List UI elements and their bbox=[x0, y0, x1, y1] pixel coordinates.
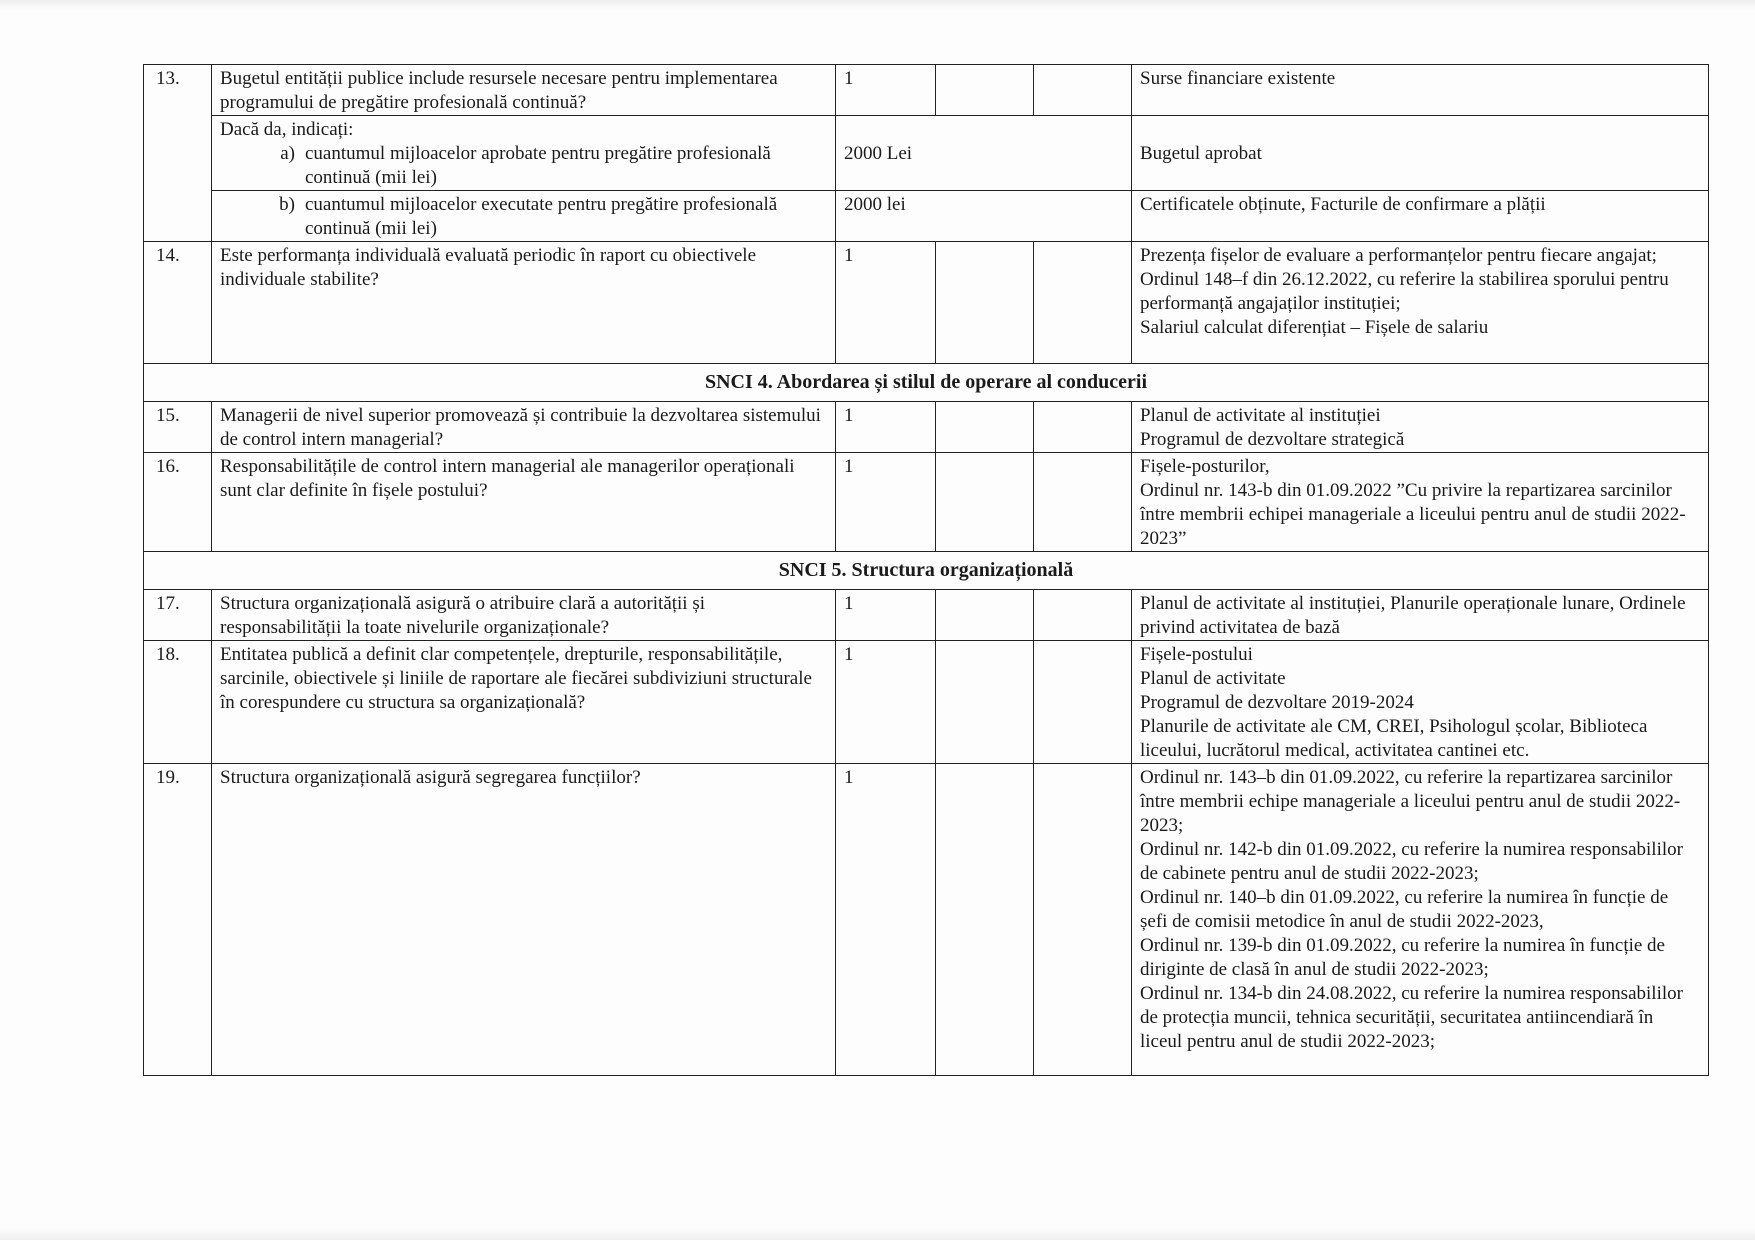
empty-cell bbox=[936, 453, 1034, 552]
question-text: Este performanța individuală evaluată periodic în raport cu obiectivele individuale stabilite? bbox=[212, 242, 836, 364]
section-title: SNCI 5. Structura organizațională bbox=[144, 552, 1709, 590]
evidence-line: Ordinul nr. 143-b din 01.09.2022 ”Cu privire la repartizarea sarcinilor între membrii echipei manageriale a liceului pentru anul de studii 2022-2023” bbox=[1140, 480, 1686, 549]
amount-value: 2000 Lei bbox=[836, 116, 1132, 191]
table-row-13 bbox=[144, 65, 1709, 116]
section-title: SNCI 4. Abordarea și stilul de operare al conducerii bbox=[144, 364, 1709, 402]
empty-cell bbox=[936, 641, 1034, 764]
evidence-line: Fișele-postului bbox=[1140, 644, 1253, 665]
evidence-cell bbox=[1132, 641, 1709, 764]
table-row-16 bbox=[144, 453, 1709, 552]
table-row-17 bbox=[144, 590, 1709, 641]
row-number: 15. bbox=[144, 402, 212, 453]
section-header-row bbox=[144, 552, 1709, 590]
table-row-13a bbox=[144, 116, 1709, 191]
row-number: 14. bbox=[144, 242, 212, 364]
evidence-line: Fișele-posturilor, bbox=[1140, 456, 1270, 477]
evidence-cell bbox=[1132, 590, 1709, 641]
empty-cell bbox=[936, 242, 1034, 364]
empty-cell bbox=[936, 764, 1034, 1076]
question-text: Managerii de nivel superior promovează și contribuie la dezvoltarea sistemului de control intern managerial? bbox=[212, 402, 836, 453]
empty-cell bbox=[1034, 242, 1132, 364]
evidence-line: Programul de dezvoltare strategică bbox=[1140, 429, 1405, 450]
evidence-line: Prezența fișelor de evaluare a performanțelor pentru fiecare angajat; bbox=[1140, 245, 1657, 266]
item-label: b) bbox=[279, 194, 295, 215]
empty-cell bbox=[936, 402, 1034, 453]
scan-bottom-shadow bbox=[0, 1228, 1755, 1240]
evidence-line: Ordinul nr. 142-b din 01.09.2022, cu referire la numirea responsabililor de cabinete pentru anul de studii 2022-2023; bbox=[1140, 839, 1683, 884]
row-number: 17. bbox=[144, 590, 212, 641]
item-label: a) bbox=[280, 143, 295, 164]
evidence-cell bbox=[1132, 242, 1709, 364]
evidence-cell bbox=[1132, 402, 1709, 453]
sub-item-a bbox=[220, 142, 827, 190]
empty-cell bbox=[1034, 590, 1132, 641]
sub-item-b bbox=[220, 193, 827, 241]
evidence-text: Surse financiare existente bbox=[1132, 65, 1709, 116]
evidence-line: Ordinul nr. 143–b din 01.09.2022, cu referire la repartizarea sarcinilor între membrii echipe manageriale a liceului pentru anul de studii 2022-2023; bbox=[1140, 767, 1681, 836]
score-value: 1 bbox=[836, 764, 936, 1076]
table-row-13b bbox=[144, 191, 1709, 242]
question-text: Structura organizațională asigură o atribuire clară a autorității și responsabilității la toate nivelurile organizaționale? bbox=[212, 590, 836, 641]
score-value: 1 bbox=[836, 453, 936, 552]
table-row-15 bbox=[144, 402, 1709, 453]
row-number: 18. bbox=[144, 641, 212, 764]
score-value: 1 bbox=[836, 65, 936, 116]
evidence-line: Programul de dezvoltare 2019-2024 bbox=[1140, 692, 1414, 713]
evidence-line: Planurile de activitate ale CM, CREI, Psihologul școlar, Biblioteca liceului, lucrătorul medical, activitatea cantinei etc. bbox=[1140, 716, 1648, 761]
empty-cell bbox=[936, 590, 1034, 641]
score-value: 1 bbox=[836, 590, 936, 641]
question-text: Bugetul entității publice include resursele necesare pentru implementarea programului de pregătire profesională continuă? bbox=[212, 65, 836, 116]
table-row-14 bbox=[144, 242, 1709, 364]
sub-question-cell bbox=[212, 191, 836, 242]
amount-value: 2000 lei bbox=[836, 191, 1132, 242]
evidence-line: Ordinul nr. 139-b din 01.09.2022, cu referire la numirea în funcție de diriginte de clasă în anul de studii 2022-2023; bbox=[1140, 935, 1665, 980]
table-row-18 bbox=[144, 641, 1709, 764]
scan-top-shadow bbox=[0, 0, 1755, 10]
empty-cell bbox=[1034, 65, 1132, 116]
evidence-text: Bugetul aprobat bbox=[1132, 116, 1709, 191]
evidence-line: Planul de activitate bbox=[1140, 668, 1286, 689]
section-header-row bbox=[144, 364, 1709, 402]
row-number: 13. bbox=[144, 65, 212, 242]
evidence-line: Ordinul nr. 140–b din 01.09.2022, cu referire la numirea în funcție de șefi de comisii metodice în anul de studii 2022-2023, bbox=[1140, 887, 1669, 932]
evidence-line: Ordinul 148–f din 26.12.2022, cu referire la stabilirea sporului pentru performanță angajaților instituției; bbox=[1140, 269, 1669, 314]
evidence-cell bbox=[1132, 453, 1709, 552]
empty-cell bbox=[1034, 641, 1132, 764]
evidence-cell bbox=[1132, 764, 1709, 1076]
item-text: cuantumul mijloacelor aprobate pentru pregătire profesională continuă (mii lei) bbox=[305, 143, 771, 188]
control-checklist-table bbox=[143, 64, 1709, 1076]
evidence-line: Planul de activitate al instituției, Planurile operaționale lunare, Ordinele privind activitatea de bază bbox=[1140, 593, 1686, 638]
empty-cell bbox=[1034, 402, 1132, 453]
score-value: 1 bbox=[836, 641, 936, 764]
evidence-line: Salariul calculat diferențiat – Fișele de salariu bbox=[1140, 317, 1489, 338]
row-number: 19. bbox=[144, 764, 212, 1076]
empty-cell bbox=[936, 65, 1034, 116]
empty-cell bbox=[1034, 764, 1132, 1076]
table-row-19 bbox=[144, 764, 1709, 1076]
sub-question-cell bbox=[212, 116, 836, 191]
score-value: 1 bbox=[836, 242, 936, 364]
question-text: Structura organizațională asigură segregarea funcțiilor? bbox=[212, 764, 836, 1076]
question-text: Entitatea publică a definit clar competențele, drepturile, responsabilitățile, sarcinile, obiectivele și liniile de raportare ale fiecărei subdiviziuni structurale în corespundere cu structura sa organizațională? bbox=[212, 641, 836, 764]
empty-cell bbox=[1034, 453, 1132, 552]
sub-question-intro: Dacă da, indicați: bbox=[220, 119, 354, 140]
evidence-line: Ordinul nr. 134-b din 24.08.2022, cu referire la numirea responsabililor de protecția muncii, tehnica securității, securitatea antiincendiară în liceul pentru anul de studii 2022-2023; bbox=[1140, 983, 1683, 1052]
row-number: 16. bbox=[144, 453, 212, 552]
evidence-line: Planul de activitate al instituției bbox=[1140, 405, 1381, 426]
question-text: Responsabilitățile de control intern managerial ale managerilor operaționali sunt clar definite în fișele postului? bbox=[212, 453, 836, 552]
evidence-text: Certificatele obținute, Facturile de confirmare a plății bbox=[1132, 191, 1709, 242]
item-text: cuantumul mijloacelor executate pentru pregătire profesională continuă (mii lei) bbox=[305, 194, 778, 239]
score-value: 1 bbox=[836, 402, 936, 453]
